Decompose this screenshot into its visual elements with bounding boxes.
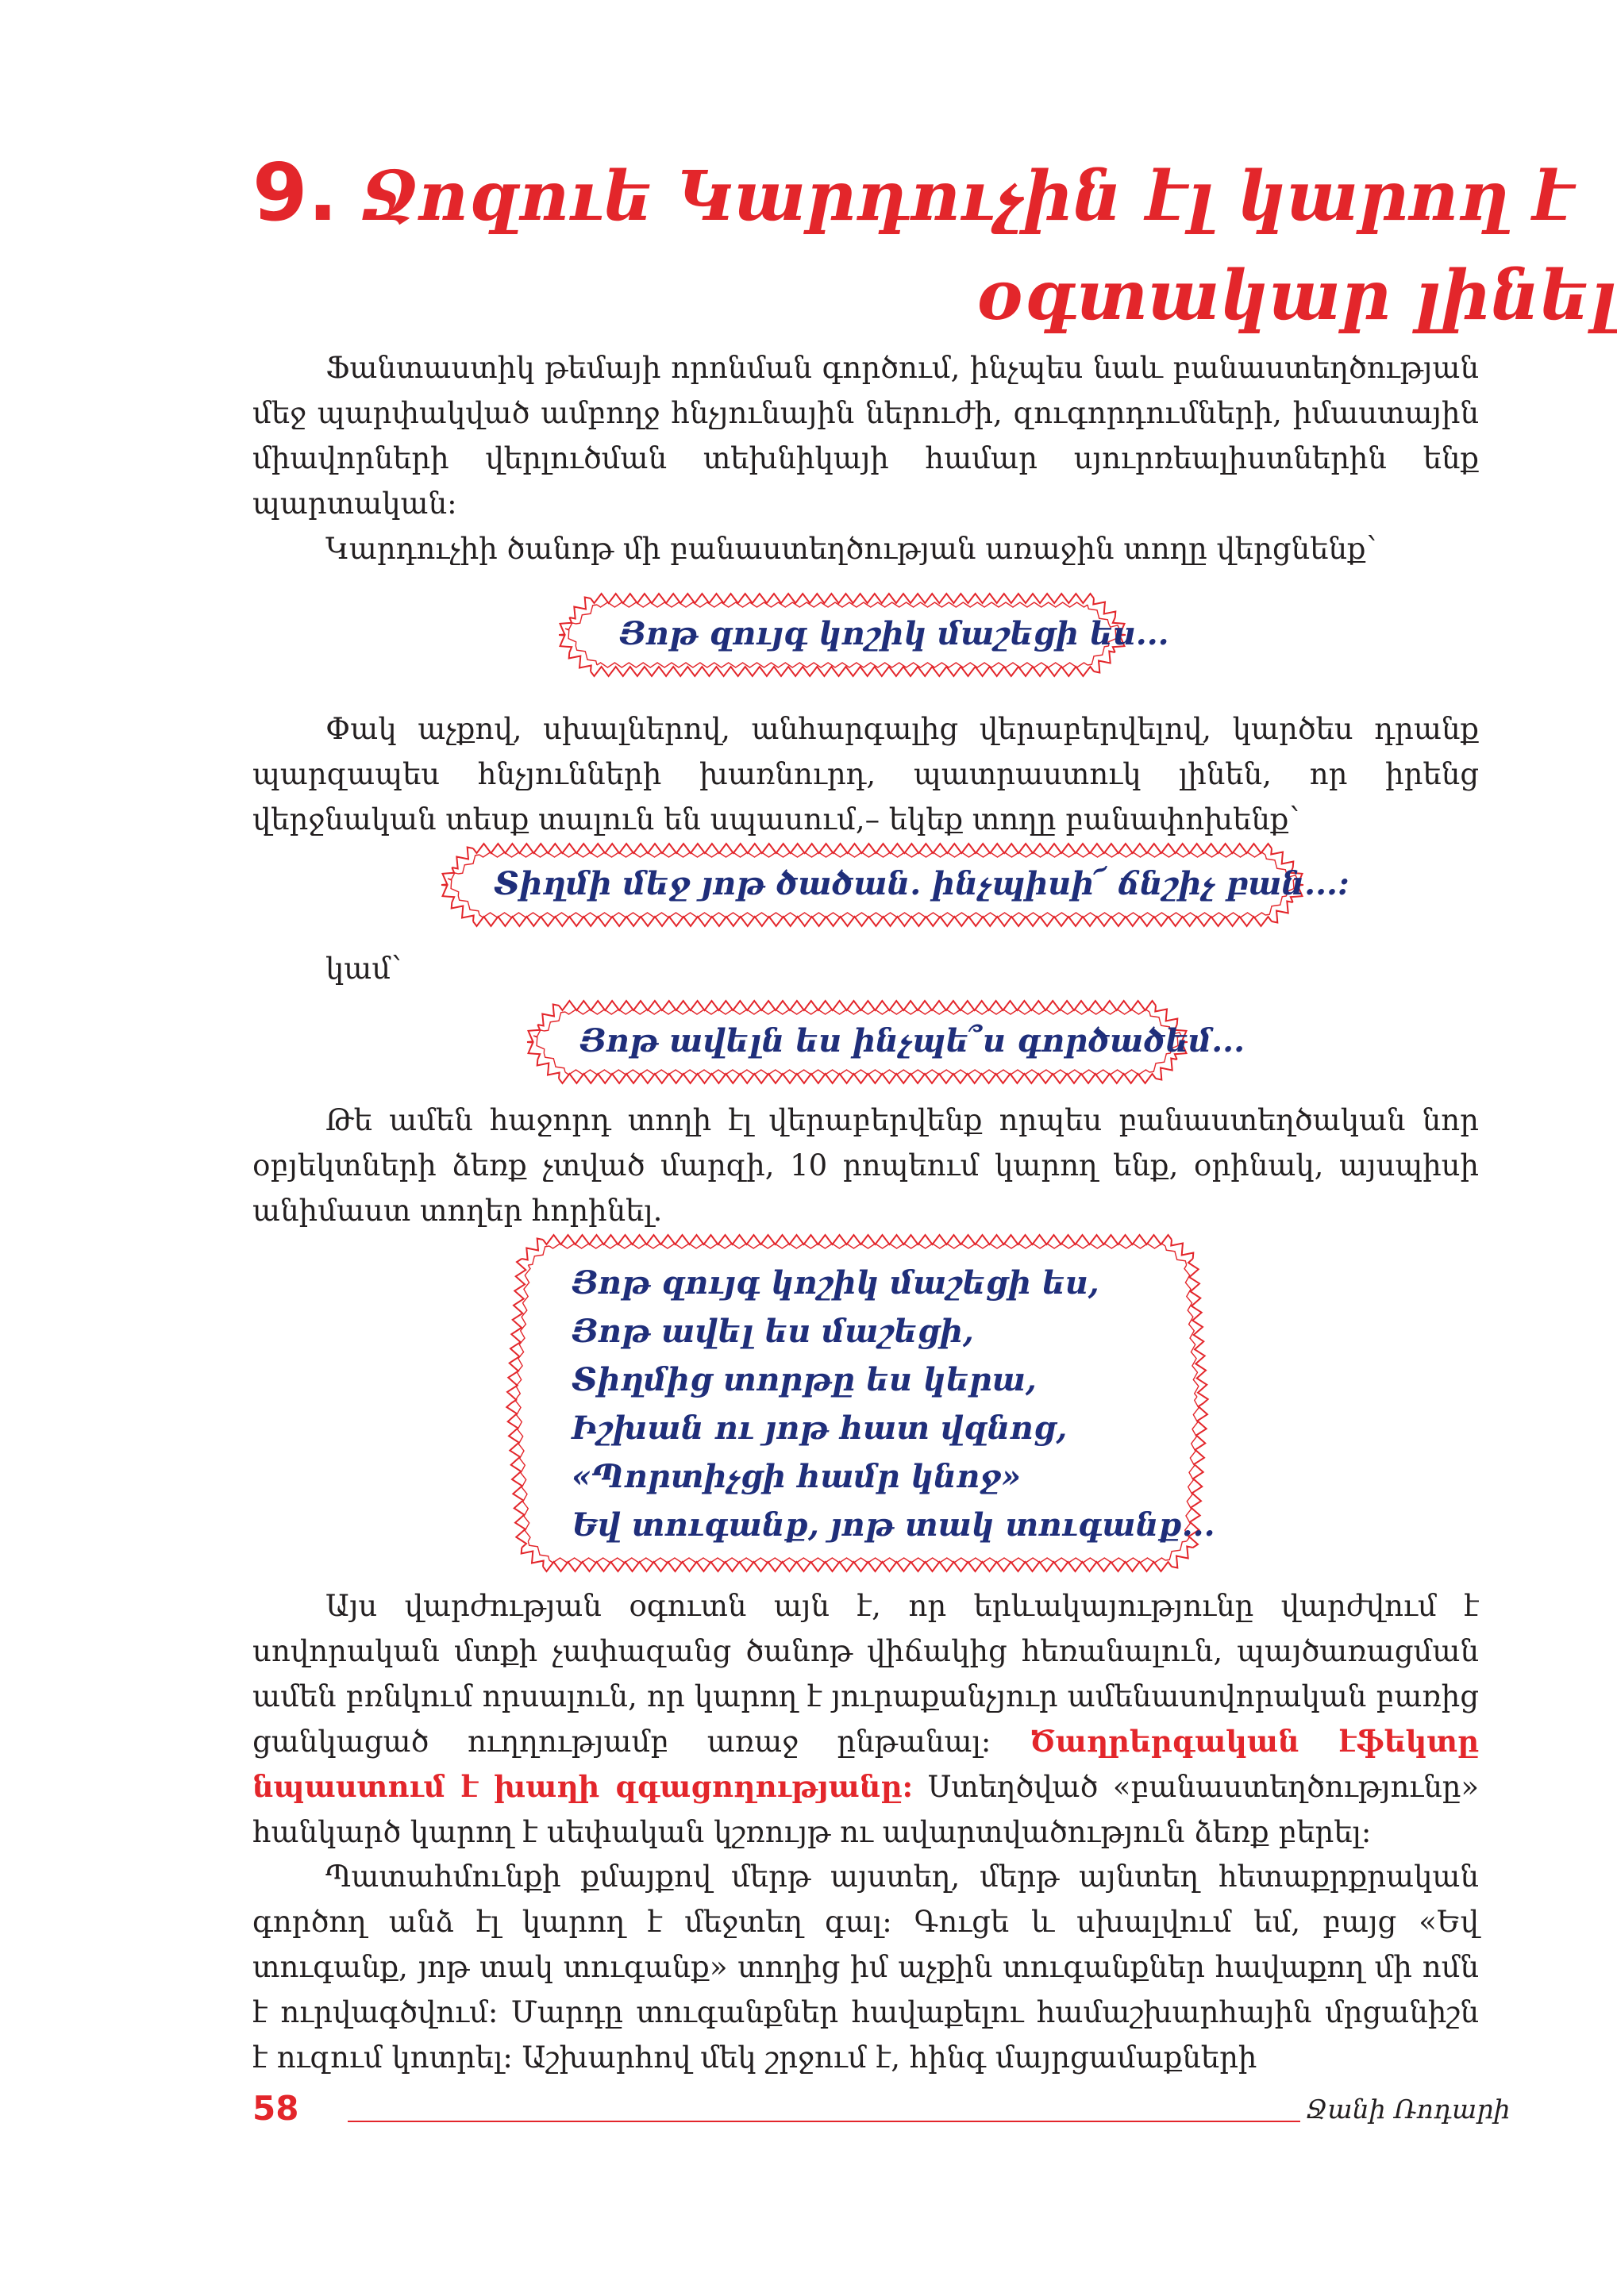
paragraph-1-text: Ֆանտաստիկ թեմայի որոնման գործում, ինչպես նաև բանաստեղծության մեջ պարփակված ամբողջ հնչյունային ներուժի, զուգորդումների, իմաստային միավորների վերլուծման տեխնիկայի համար սյուրռեալիստներին ենք պարտական: bbox=[252, 351, 1479, 521]
poem-line: «Պորտիչցի համր կնոջ» bbox=[572, 1458, 1022, 1495]
paragraph-7-text: Պատահմունքի քմայքով մերթ այստեղ, մերթ այնտեղ հետաքրքրական գործող անձ էլ կարող է մեջտեղ գալ: Գուցե և սխալվում եմ, բայց «Եվ տուգանք, յոթ տակ տուգանք» տողից իմ աչքին տուգանքներ հավաքող մի ոմն է ուրվագծվում: Մարդը տուգանքներ հավաքելու համաշխարհային մրցանիշն է ուզում կոտրել: Աշխարհով մեկ շրջում է, հինգ մայրցամաքների bbox=[252, 1859, 1479, 2075]
footer-author: Ջանի Ռոդարի bbox=[1306, 2094, 1511, 2125]
paragraph-1 bbox=[252, 345, 1479, 526]
paragraph-3 bbox=[252, 706, 1479, 842]
paragraph-3-text: Փակ աչքով, սխալներով, անհարգալից վերաբերվելով, կարծես դրանք պարզապես հնչյունների խառնուրդ, պատրաստուկ լինեն, որ իրենց վերջնական տեսք տալուն են սպասում,– եկեք տողը բանափոխենք` bbox=[252, 712, 1479, 836]
paragraph-7 bbox=[252, 1854, 1479, 2080]
footer-rule bbox=[348, 2121, 1300, 2122]
poem-line: Տիղմից տորթը ես կերա, bbox=[572, 1361, 1037, 1398]
chapter-title-line2: օգտակար լինել bbox=[976, 256, 1617, 336]
quote-1: Յոթ զույգ կոշիկ մաշեցի ես... bbox=[619, 615, 1169, 652]
quote-frame-1 bbox=[548, 587, 1169, 683]
poem-frame bbox=[500, 1229, 1215, 1578]
poem-line: Յոթ զույգ կոշիկ մաշեցի ես, bbox=[572, 1264, 1099, 1302]
paragraph-6-text-end: Ստեղծված «բանաստեղծությունը» հանկարծ կարող է սեփական կշռույթ ու ավարտվածություն ձեռք բերել: bbox=[252, 1770, 1480, 1849]
paragraph-6 bbox=[252, 1583, 1479, 1855]
page-number: 58 bbox=[252, 2089, 299, 2128]
paragraph-5 bbox=[252, 1098, 1479, 1233]
chapter-title-text: Ջոզուե Կարդուչին էլ կարող է bbox=[360, 156, 1574, 237]
quote-3: Յոթ ավելն ես ինչպե՞ս գործածեմ... bbox=[579, 1022, 1245, 1060]
paragraph-6-text: Այս վարժության օգուտն այն է, որ երևակայությունը վարժվում է սովորական մտքի չափազանց ծանոթ վիճակից հեռանալուն, պայծառացման ամեն բռնկում որսալուն, որ կարող է յուրաքանչյուր ամենասովորական բառից ցանկացած ուղղությամբ առաջ ընթանալ: bbox=[252, 1589, 1479, 1759]
poem-line: Յոթ ավել ես մաշեցի, bbox=[572, 1313, 974, 1350]
quote-2: Տիղմի մեջ յոթ ծածան. ինչպիսի՜ ճնշիչ բան...: bbox=[494, 865, 1349, 902]
highlight-text: Ծաղրերգական էֆեկտը նպաստում է խաղի զգացողությանը: bbox=[252, 1724, 1479, 1804]
quote-frame-2 bbox=[430, 837, 1349, 933]
poem-line: Իշխան ու յոթ հատ վզնոց, bbox=[572, 1410, 1068, 1447]
poem bbox=[572, 1259, 1215, 1549]
chapter-number: 9. bbox=[252, 146, 338, 239]
chapter-title-line1 bbox=[252, 146, 1574, 240]
paragraph-2-text: Կարդուչիի ծանոթ մի բանաստեղծության առաջին տողը վերցնենք` bbox=[325, 532, 1380, 566]
poem-line: Եվ տուգանք, յոթ տակ տուգանք... bbox=[572, 1506, 1215, 1544]
quote-frame-3 bbox=[516, 994, 1245, 1090]
paragraph-2 bbox=[252, 526, 1479, 571]
paragraph-4: կամ` bbox=[325, 952, 406, 986]
paragraph-5-text: Թե ամեն հաջորդ տողի էլ վերաբերվենք որպես բանաստեղծական նոր օբյեկտների ձեռք չտված մարզի, 10 րոպեում կարող ենք, օրինակ, այսպիսի անիմաստ տողեր հորինել. bbox=[252, 1103, 1479, 1228]
